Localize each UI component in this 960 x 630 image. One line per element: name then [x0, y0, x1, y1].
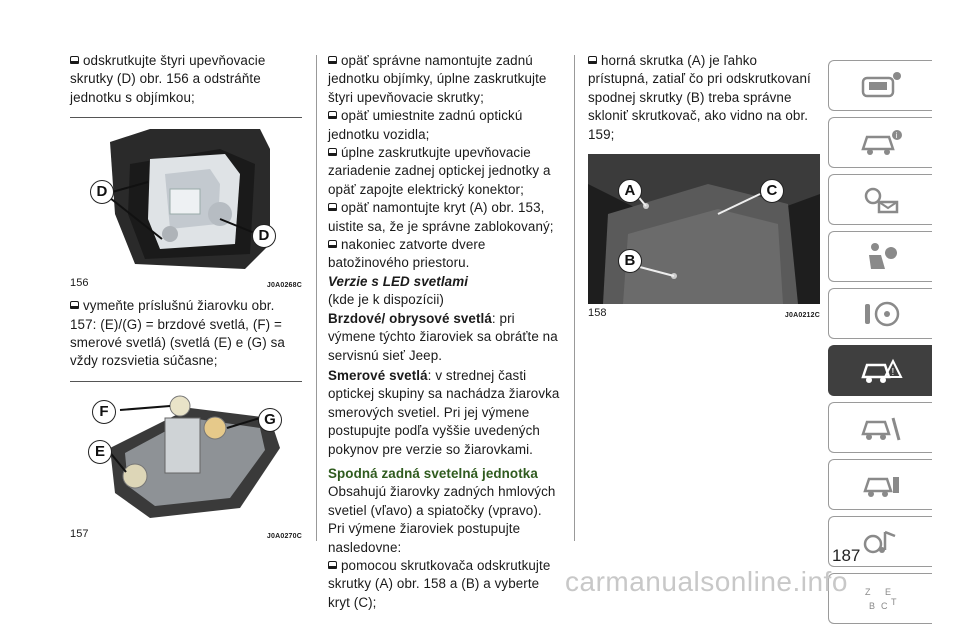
tab-car-info[interactable] — [828, 117, 932, 168]
figure-number: 156 — [70, 277, 89, 290]
figure-158 — [588, 154, 820, 323]
label-c: C — [760, 179, 784, 203]
figure-code: J0A0270C — [266, 532, 302, 540]
section-paragraph: Obsahujú žiarovky zadných hmlových svetiel (vľavo) a spiatočky (vpravo). — [328, 484, 556, 518]
bullet-icon — [328, 148, 337, 156]
car-info-icon — [859, 127, 903, 159]
label-e: E — [88, 440, 112, 464]
chapter-tabs — [828, 60, 932, 630]
label-b: B — [618, 249, 642, 273]
brake-lights-label: Brzdové/ obrysové svetlá — [328, 310, 492, 326]
turn-lights-text: : v strednej časti optickej skupiny sa nachádza žiarovka smerových svetiel. Pri jej výmene postupujte podľa vyššie uvedených pokynov pre verzie so žiarovkami. — [328, 367, 560, 457]
maintenance-icon — [859, 412, 903, 444]
label-f: F — [92, 400, 116, 424]
lights-icon — [859, 184, 903, 216]
starting-driving-icon — [859, 298, 903, 330]
svg-text:E: E — [884, 586, 891, 597]
figure-code: J0A0268C — [266, 282, 302, 290]
column-divider — [316, 55, 317, 541]
svg-text:B: B — [868, 600, 875, 611]
section-paragraph: Pri výmene žiaroviek postupujte nasledovne: — [328, 521, 521, 555]
tab-maintenance[interactable] — [828, 402, 932, 453]
bullet-icon — [588, 56, 597, 64]
section-title: Spodná zadná svetelná jednotka — [328, 465, 538, 481]
step-paragraph: odskrutkujte štyri upevňovacie skrutky (D) obr. 156 a odstráňte jednotku s objímkou; — [70, 53, 266, 105]
figure-157-image — [70, 388, 302, 525]
label-d-bottom: D — [252, 224, 276, 248]
page-number: 187 — [832, 546, 861, 565]
list-item: nakoniec zatvorte dvere batožinového priestoru. — [328, 237, 486, 271]
bullet-icon — [328, 561, 337, 569]
turn-lights-label: Smerové svetlá — [328, 367, 428, 383]
column-2 — [328, 52, 561, 612]
step-paragraph: horná skrutka (A) je ľahko prístupná, zatiaľ čo pri odskrutkovaní spodnej skrutky (B) treba správne skloniť skrutkovač, ako vidno na obr. 159; — [588, 53, 811, 142]
column-1 — [70, 52, 302, 544]
watermark: carmanualsonline.info — [565, 566, 848, 597]
led-heading: Verzie s LED svetlami — [328, 273, 469, 289]
svg-text:i: i — [895, 130, 897, 140]
svg-text:C: C — [880, 600, 887, 611]
figure-158-caption — [588, 306, 820, 323]
step-paragraph: vymeňte príslušnú žiarovku obr. 157: (E)/(G) = brzdové svetlá, (F) = smerové svetlá) (svetlá (E) e (G) sa vždy rozsvietia súčasne; — [70, 298, 285, 369]
figure-157 — [70, 381, 302, 544]
tab-dashboard[interactable] — [828, 60, 932, 111]
list-item: opäť umiestnite zadnú optickú jednotku vozidla; — [328, 108, 523, 142]
label-g: G — [258, 408, 282, 432]
label-d-top: D — [90, 180, 114, 204]
bullet-icon — [328, 203, 337, 211]
bullet-icon — [328, 56, 337, 64]
figure-156 — [70, 117, 302, 293]
svg-text:Z: Z — [864, 586, 870, 597]
bullet-icon — [70, 56, 79, 64]
tab-lights[interactable] — [828, 174, 932, 225]
figure-number: 158 — [588, 307, 607, 320]
tab-emergency[interactable] — [828, 345, 932, 396]
tab-starting-driving[interactable] — [828, 288, 932, 339]
brake-lights-paragraph — [328, 310, 561, 365]
bumper-cover-photo — [588, 154, 820, 304]
column-3 — [588, 52, 820, 323]
brake-lights-text: : pri výmene týchto žiaroviek sa obráťte na servisnú sieť Jeep. — [328, 310, 558, 363]
label-a: A — [618, 179, 642, 203]
figure-156-caption — [70, 276, 302, 293]
emergency-icon — [859, 355, 903, 387]
column-divider — [574, 55, 575, 541]
svg-text:!: ! — [891, 366, 894, 378]
figure-158-image — [588, 154, 820, 304]
bullet-icon — [328, 240, 337, 248]
tab-technical-data[interactable] — [828, 459, 932, 510]
figure-code: J0A0212C — [784, 312, 820, 320]
car-dashboard-icon — [859, 70, 903, 102]
multimedia-icon — [859, 526, 903, 558]
list-item: úplne zaskrutkujte upevňovacie zariadenie zadnej optickej jednotky a opäť zapojte elektrický konektor; — [328, 145, 551, 197]
turn-lights-paragraph — [328, 367, 561, 459]
safety-airbag-icon — [859, 241, 903, 273]
index-icon — [859, 583, 903, 615]
svg-text:T: T — [890, 596, 896, 607]
bullet-icon — [328, 111, 337, 119]
technical-data-icon — [859, 469, 903, 501]
figure-156-image — [70, 124, 302, 274]
list-item: opäť správne namontujte zadnú jednotku objímky, úplne zaskrutkujte štyri upevňovacie skrutky; — [328, 53, 547, 105]
bullet-icon — [70, 301, 79, 309]
tab-safety[interactable] — [828, 231, 932, 282]
figure-number: 157 — [70, 527, 89, 540]
availability-note: (kde je k dispozícii) — [328, 292, 444, 308]
list-item: pomocou skrutkovača odskrutkujte skrutky (A) obr. 158 a (B) a vyberte kryt (C); — [328, 557, 551, 610]
list-item: opäť namontujte kryt (A) obr. 153, uistite sa, že je správne zablokovaný; — [328, 200, 554, 234]
figure-157-caption — [70, 527, 302, 544]
